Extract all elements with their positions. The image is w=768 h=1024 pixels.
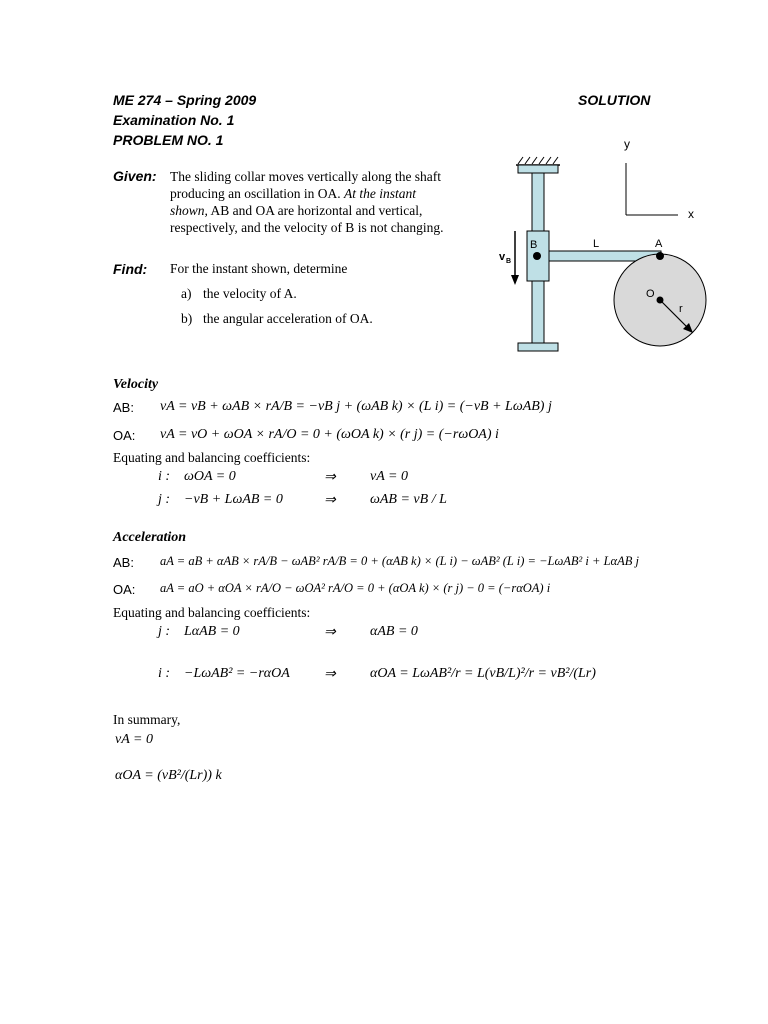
acceleration-oa-equation: aA = aO + αOA × rA/O − ωOA² rA/O = 0 + (αOA k) × (r j) − 0 = (−rαOA) i [160, 581, 551, 595]
find-b-text: the angular acceleration of OA. [203, 311, 373, 326]
given-line-1: The sliding collar moves vertically along the shaft [170, 169, 442, 184]
mechanism-figure [490, 135, 710, 360]
velocity-i-implies: ⇒ [324, 470, 336, 485]
acceleration-i-equation: −LωAB² = −rαOA [184, 666, 290, 681]
radius-r-label: r [679, 303, 683, 315]
velocity-j-implies: ⇒ [324, 493, 336, 508]
acceleration-j-implies: ⇒ [324, 625, 336, 640]
vb-subscript: B [506, 258, 512, 265]
velocity-oa-label: OA: [113, 428, 136, 443]
given-line-3: shown, AB and OA are horizontal and vertical, [170, 203, 423, 218]
acceleration-ab-label: AB: [113, 555, 134, 570]
acceleration-j-label: j : [158, 624, 171, 639]
velocity-i-result: vA = 0 [370, 469, 408, 484]
summary-heading: In summary, [113, 712, 181, 727]
vb-label: v [499, 251, 506, 263]
acceleration-i-result: αOA = LωAB²/r = L(vB/L)²/r = vB²/(Lr) [370, 666, 596, 681]
velocity-j-label: j : [158, 492, 171, 507]
find-a-marker: a) [181, 286, 192, 301]
acceleration-j-result: αAB = 0 [370, 624, 418, 639]
find-a-text: the velocity of A. [203, 286, 297, 301]
course-title: ME 274 – Spring 2009 [113, 92, 257, 108]
find-intro: For the instant shown, determine [170, 261, 348, 276]
velocity-ab-equation: vA = vB + ωAB × rA/B = −vB j + (ωAB k) × (L i) = (−vB + LωAB) j [160, 399, 552, 414]
find-label: Find: [113, 261, 148, 277]
acceleration-heading: Acceleration [113, 530, 187, 545]
point-b-label: B [530, 239, 538, 251]
velocity-ab-label: AB: [113, 400, 134, 415]
summary-va: vA = 0 [115, 732, 153, 747]
problem-title: PROBLEM NO. 1 [113, 132, 224, 148]
y-axis-label: y [624, 137, 630, 151]
acceleration-i-label: i : [158, 666, 171, 681]
velocity-i-equation: ωOA = 0 [184, 469, 236, 484]
given-line-4: respectively, and the velocity of B is not changing. [170, 220, 444, 235]
velocity-oa-equation: vA = vO + ωOA × rA/O = 0 + (ωOA k) × (r j) = (−rωOA) i [160, 427, 499, 442]
acceleration-i-implies: ⇒ [324, 667, 336, 682]
acceleration-ab-equation: aA = aB + αAB × rA/B − ωAB² rA/B = 0 + (αAB k) × (L i) − ωAB² (L i) = −LωAB² i + LαAB j [160, 554, 639, 568]
given-line-2: producing an oscillation in OA. At the instant [170, 186, 416, 201]
solution-label: SOLUTION [578, 92, 651, 108]
length-l-label: L [593, 238, 600, 250]
x-axis-label: x [688, 207, 694, 221]
acceleration-oa-label: OA: [113, 582, 136, 597]
acceleration-j-equation: LαAB = 0 [184, 624, 240, 639]
find-b-marker: b) [181, 311, 193, 326]
point-o-label: O [646, 288, 655, 300]
exam-title: Examination No. 1 [113, 112, 235, 128]
velocity-equating: Equating and balancing coefficients: [113, 450, 311, 465]
velocity-heading: Velocity [113, 377, 159, 392]
summary-alpha: αOA = (vB²/(Lr)) k [115, 768, 222, 783]
given-label: Given: [113, 168, 157, 184]
velocity-j-equation: −vB + LωAB = 0 [184, 492, 283, 507]
acceleration-equating: Equating and balancing coefficients: [113, 605, 311, 620]
velocity-j-result: ωAB = vB / L [370, 492, 447, 507]
point-a-label: A [655, 238, 663, 250]
velocity-i-label: i : [158, 469, 171, 484]
